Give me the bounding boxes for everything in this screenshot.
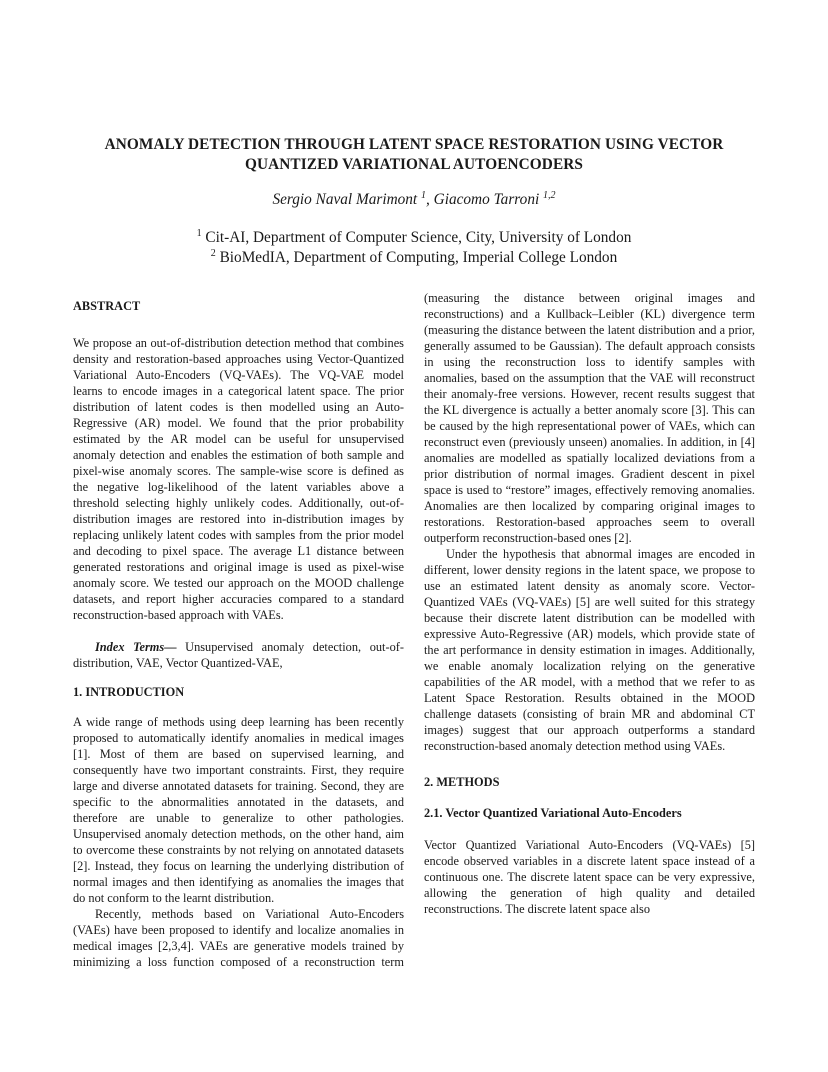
abstract-heading: ABSTRACT (73, 299, 141, 313)
author-list (60, 190, 768, 210)
affiliations (60, 228, 768, 268)
intro-paragraph-2 (73, 906, 404, 970)
index-terms-text: Unsupervised anomaly detection, out-of-distribution, VAE, Vector Quantized-VAE, (73, 640, 404, 670)
affiliation-number: 1 (196, 227, 202, 239)
index-terms-label: Index Terms— (95, 640, 177, 654)
author-name: Sergio Naval Marimont (272, 191, 418, 208)
affiliation-text: Cit-AI, Department of Computer Science, City, University of London (201, 229, 632, 246)
methods-subheading: 2.1. Vector Quantized Variational Auto-Encoders (424, 806, 682, 820)
affiliation-number: 2 (210, 247, 216, 259)
intro-paragraph-1: A wide range of methods using deep learning has been recently proposed to automatically identify anomalies in medical images [1]. Most of them are based on supervised learning, and consequently have two important constraints. First, they require large and diverse annotated datasets for training. Second, they are specific to the abnormalities annotated in the datasets, and therefore are unable to generalize to other pathologies. Unsupervised anomaly detection methods, on the other hand, aim to overcome these constraints by not relying on annotated datasets [2]. Instead, they focus on learning the underlying distribution of normal images and then identifying as anomalies the images that do not conform to the learnt distribution. (73, 715, 404, 905)
author-affil-sup: 1 (421, 189, 427, 201)
methods-heading: 2. METHODS (424, 775, 500, 789)
affiliation-line (60, 228, 768, 248)
title-line-2: QUANTIZED VARIATIONAL AUTOENCODERS (244, 156, 584, 173)
intro-heading: 1. INTRODUCTION (73, 685, 185, 699)
intro-paragraph-3: Under the hypothesis that abnormal images are encoded in different, lower density regions in the latent space, we propose to use an estimated latent density as anomaly score. Vector-Quantized VAEs (VQ-VAEs) [5] are well suited for this strategy because their discrete latent distribution can be modelled with expressive Auto-Regressive (AR) models, which provide state of the art performance in density estimation in images. Additionally, we enable anomaly localization relying on the generative capabilities of the AR model, with a method that we refer to as Latent Space Restoration. Results obtained in the MOOD challenge datasets (consisting of brain MR and abdominal CT images) suggest that our approach outperforms a standard reconstruction-based anomaly detection method using VAEs. (424, 547, 755, 753)
abstract-text: We propose an out-of-distribution detection method that combines density and restoration-based approaches using Vector-Quantized Variational Auto-Encoders (VQ-VAEs). The VQ-VAE model learns to encode images in a categorical latent space. The prior distribution of latent codes is then modelled using an Auto-Regressive (AR) model. We found that the prior probability estimated by the AR model can be useful for unsupervised anomaly detection and enables the estimation of both sample and pixel-wise anomaly scores. The sample-wise score is defined as the negative log-likelihood of the latent variables above a threshold selecting highly unlikely codes. Additionally, out-of-distribution images are restored into in-distribution images by replacing unlikely latent codes with samples from the prior model and decoding to pixel space. The average L1 distance between generated restorations and original image is used as pixel-wise anomaly score. We tested our approach on the MOOD challenge datasets, and report higher accuracies compared to a standard reconstruction-based approach with VAEs. (73, 336, 404, 622)
affiliation-text: BioMedIA, Department of Computing, Imperial College London (215, 249, 618, 266)
intro-paragraph-2-text: Recently, methods based on Variational Auto-Encoders (VAEs) have been proposed to identify and localize anomalies in medical images [2,3,4]. VAEs are generative models trained by minimizing a loss function composed of a reconstruction term (73, 907, 404, 969)
title-line-1: ANOMALY DETECTION THROUGH LATENT SPACE RESTORATION USING VECTOR (104, 136, 724, 153)
author-affil-sup: 1,2 (543, 189, 556, 201)
methods-paragraph-1: Vector Quantized Variational Auto-Encoders (VQ-VAEs) [5] encode observed variables in a discrete latent space instead of a continuous one. The discrete latent space can be very expressive, allowing the generation of high quality and detailed reconstructions. The discrete latent space also (424, 838, 755, 916)
intro-paragraph-2-continued: (measuring the distance between original images and reconstructions) and a Kullback–Leibler (KL) divergence term (measuring the distance between the latent distribution and a prior, generally assumed to be Gaussian). The default approach consists in using the reconstruction loss to identify samples with anomalies, based on the assumption that the VAE will reconstruct their anomaly-free versions. However, recent results suggest that the KL divergence is actually a better anomaly score [3]. This can be caused by the high representational power of VAEs, which can reconstruct even (previously unseen) anomalies. In addition, in [4] anomalies are modelled as spatially localized deviations from a prior distribution of normal images. Gradient descent in pixel space is used to “restore” images, effectively removing anomalies. Anomalies are then localized by comparing original images to restorations. Restoration-based approaches seem to overall outperform reconstruction-based ones [2]. (424, 291, 755, 545)
paper-title (60, 135, 768, 175)
right-column (424, 290, 755, 917)
left-column (73, 290, 404, 970)
index-terms (73, 639, 404, 671)
author-name: Giacomo Tarroni (433, 191, 540, 208)
affiliation-line (60, 248, 768, 268)
author-separator: , (426, 191, 434, 208)
